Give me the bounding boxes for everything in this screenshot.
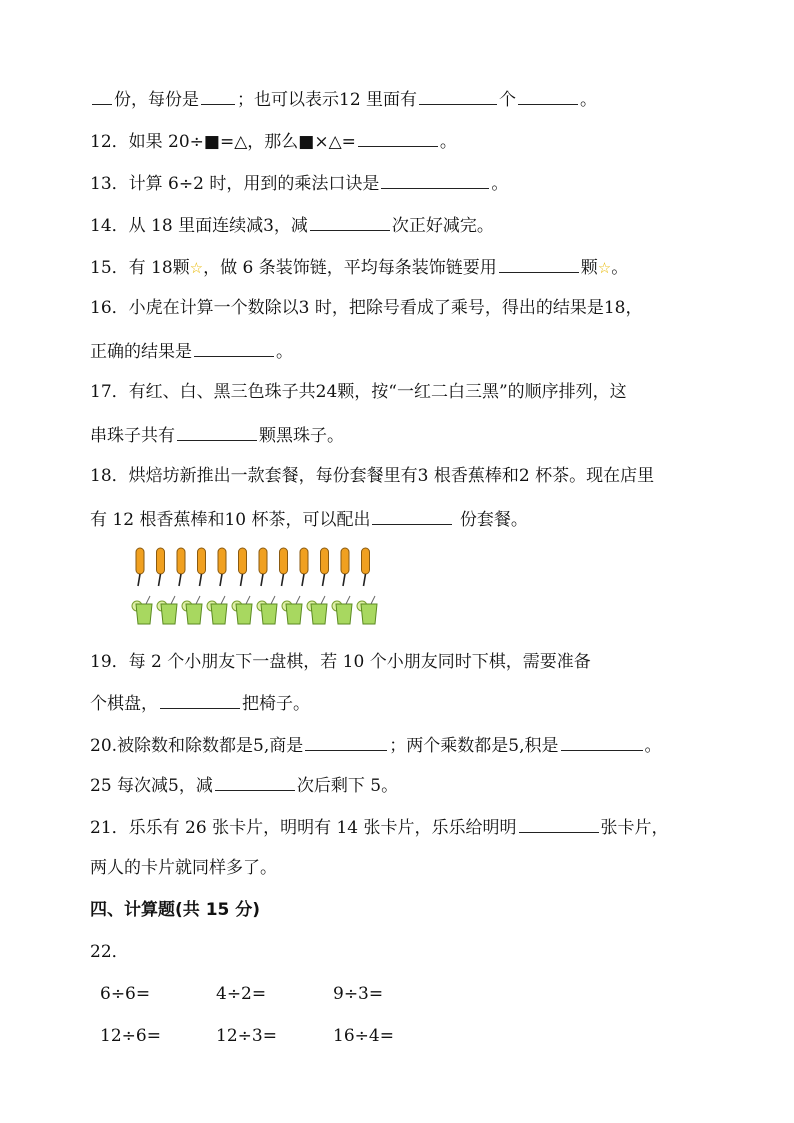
answer-blank[interactable] — [215, 772, 295, 791]
question-text: 15．有 18颗 — [90, 258, 190, 278]
banana-stick-icon — [321, 548, 329, 586]
text: ；也可以表示12 里面有 — [237, 90, 418, 110]
question-text: 12．如果 20÷■=△，那么■×△= — [90, 132, 356, 152]
answer-blank[interactable] — [310, 212, 390, 231]
question-21-line-1 — [90, 814, 669, 838]
question-17-line-1 — [90, 380, 627, 404]
calc-item: 16÷4= — [333, 1026, 394, 1046]
text: 次正好减完。 — [391, 216, 494, 236]
banana-stick-icon — [136, 548, 144, 586]
tea-cup-icon — [207, 596, 227, 624]
question-text: 16．小虎在计算一个数除以3 时，把除号看成了乘号，得出的结果是18， — [90, 298, 643, 318]
banana-stick-icon — [280, 548, 288, 586]
banana-stick-icon — [362, 548, 370, 586]
answer-blank[interactable] — [358, 128, 438, 147]
banana-stick-icon — [300, 548, 308, 586]
answer-blank[interactable] — [201, 86, 235, 105]
answer-blank[interactable] — [160, 690, 240, 709]
question-13 — [90, 170, 508, 194]
text: ，做 6 条装饰链，平均每条装饰链要用 — [203, 258, 497, 278]
answer-blank[interactable] — [194, 338, 274, 357]
tea-cup-icon — [257, 596, 277, 624]
question-text: 13．计算 6÷2 时，用到的乘法口诀是 — [90, 174, 380, 194]
tea-cup-icon — [132, 596, 152, 624]
answer-blank[interactable] — [381, 170, 489, 189]
banana-stick-icon — [341, 548, 349, 586]
tea-cup-icon — [357, 596, 377, 624]
question-text: 21．乐乐有 26 张卡片，明明有 14 张卡片，乐乐给明明 — [90, 818, 517, 838]
text: 。 — [580, 90, 598, 110]
text: 份套餐。 — [454, 510, 528, 530]
line-0 — [90, 86, 597, 110]
star-icon: ☆ — [597, 259, 612, 277]
banana-stick-icon — [157, 548, 165, 586]
answer-blank[interactable] — [518, 86, 578, 105]
text: ；两个乘数都是5,积是 — [389, 736, 559, 756]
section-heading: 四、计算题(共 15 分) — [90, 900, 261, 920]
question-text: 20.被除数和除数都是5,商是 — [90, 736, 304, 756]
text: 串珠子共有 — [90, 426, 175, 446]
text: 个 — [499, 90, 517, 110]
tea-cup-icon — [157, 596, 177, 624]
answer-blank[interactable] — [92, 86, 112, 105]
question-14 — [90, 212, 494, 236]
question-17-line-2 — [90, 422, 344, 446]
calc-item: 12÷6= — [100, 1026, 161, 1046]
question-22-label: 22． — [90, 942, 129, 962]
question-18-line-1 — [90, 464, 654, 488]
answer-blank[interactable] — [177, 422, 257, 441]
banana-stick-icon — [239, 548, 247, 586]
answer-blank[interactable] — [305, 732, 387, 751]
question-20-line-1 — [90, 732, 662, 756]
text: 。 — [491, 174, 509, 194]
calc-item: 6÷6= — [100, 984, 151, 1004]
question-text: 19．每 2 个小朋友下一盘棋，若 10 个小朋友同时下棋，需要准备 — [90, 652, 591, 672]
text: 。 — [276, 342, 293, 362]
calc-item: 12÷3= — [216, 1026, 277, 1046]
tea-cup-icon — [307, 596, 327, 624]
answer-blank[interactable] — [419, 86, 497, 105]
banana-stick-icon — [259, 548, 267, 586]
text: 。 — [439, 132, 457, 152]
answer-blank[interactable] — [561, 732, 643, 751]
text: 份，每份是 — [114, 90, 199, 110]
question-text: 18．烘焙坊新推出一款套餐，每份套餐里有3 根香蕉棒和2 杯茶。现在店里 — [90, 466, 655, 486]
tea-cup-icon — [332, 596, 352, 624]
answer-blank[interactable] — [372, 506, 452, 525]
banana-stick-icon — [198, 548, 206, 586]
text: 。 — [644, 736, 662, 756]
question-16-line-1 — [90, 296, 642, 320]
text: 颗 — [580, 258, 598, 278]
question-21-line-2 — [90, 856, 277, 880]
question-18-line-2 — [90, 506, 528, 530]
tea-cup-icon — [182, 596, 202, 624]
tea-cup-icon — [232, 596, 252, 624]
answer-blank[interactable] — [519, 814, 599, 833]
banana-stick-icon — [218, 548, 226, 586]
text: 把椅子。 — [242, 694, 310, 714]
text: 两人的卡片就同样多了。 — [90, 858, 277, 878]
banana-stick-icon — [177, 548, 185, 586]
calc-item: 4÷2= — [216, 984, 267, 1004]
question-16-line-2 — [90, 338, 293, 362]
text: 25 每次减5，减 — [90, 776, 213, 796]
question-15 — [90, 254, 628, 278]
question-20-line-2 — [90, 772, 398, 796]
text: 有 12 根香蕉棒和10 杯茶，可以配出 — [90, 510, 371, 530]
star-icon: ☆ — [189, 259, 204, 277]
text: 次后剩下 5。 — [296, 776, 399, 796]
text: 张卡片， — [600, 818, 669, 838]
text: 颗黑珠子。 — [259, 426, 344, 446]
text: 。 — [611, 258, 629, 278]
question-text: 14．从 18 里面连续减3，减 — [90, 216, 308, 236]
banana-sticks-and-tea-illustration — [130, 544, 400, 630]
text: 个棋盘， — [90, 694, 158, 714]
tea-cup-icon — [282, 596, 302, 624]
calc-item: 9÷3= — [333, 984, 384, 1004]
question-12 — [90, 128, 457, 152]
question-text: 17．有红、白、黑三色珠子共24颗，按“一红二白三黑”的顺序排列，这 — [90, 382, 627, 402]
question-19-line-2 — [90, 690, 310, 714]
answer-blank[interactable] — [499, 254, 579, 273]
text: 正确的结果是 — [90, 342, 192, 362]
question-19-line-1 — [90, 650, 591, 674]
